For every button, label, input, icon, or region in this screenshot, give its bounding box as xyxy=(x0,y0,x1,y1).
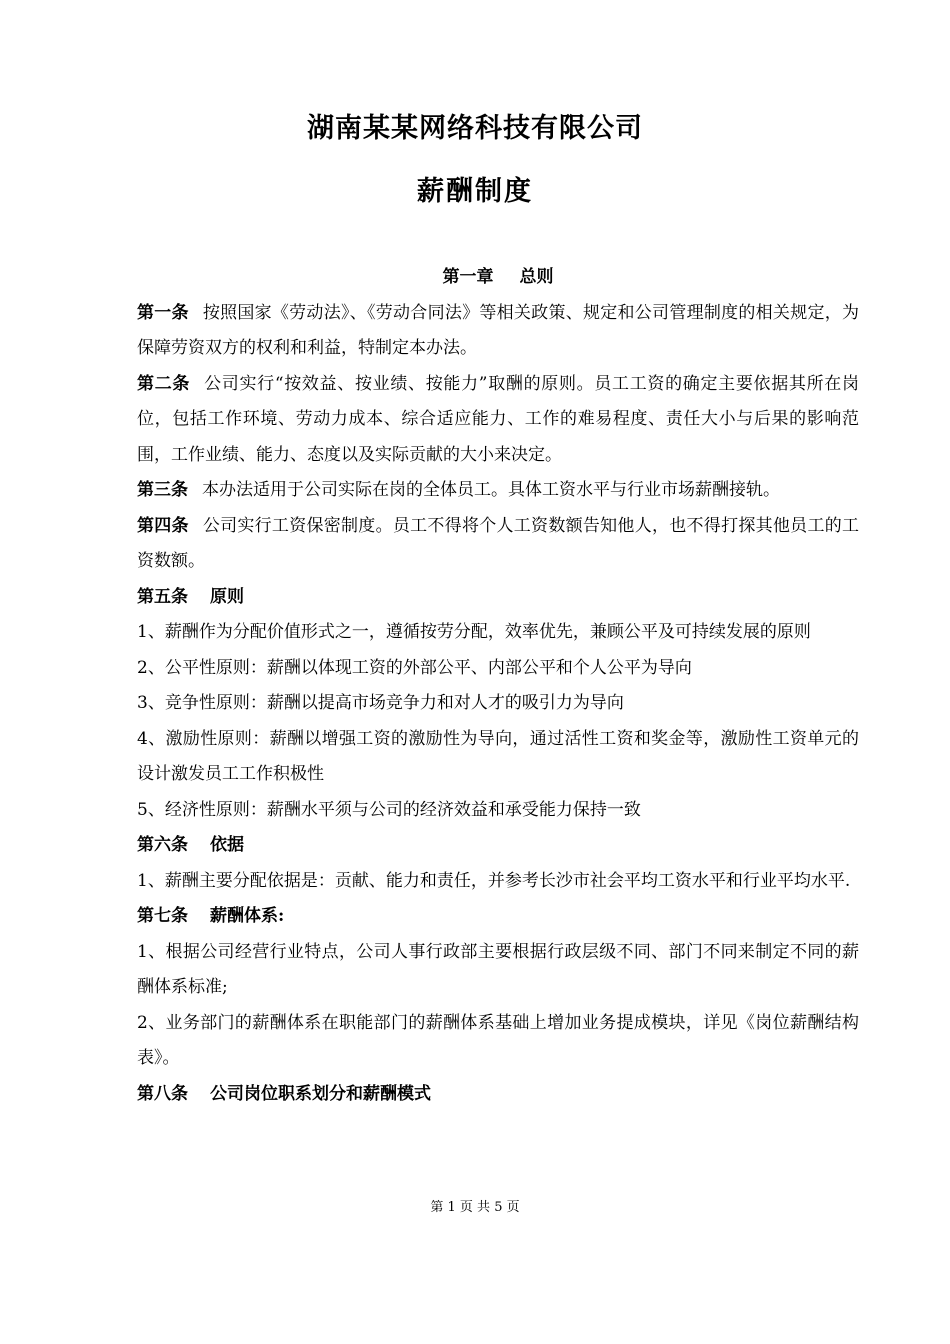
chapter-heading xyxy=(137,260,859,296)
article-1 xyxy=(137,296,859,367)
list-item: 2、业务部门的薪酬体系在职能部门的薪酬体系基础上增加业务提成模块，详见《岗位薪酬结构表》。 xyxy=(137,1012,859,1068)
article-7-heading xyxy=(137,899,859,935)
company-title: 湖南某某网络科技有限公司 xyxy=(307,113,643,144)
article-title: 薪酬体系: xyxy=(210,906,285,926)
article-label: 第三条 xyxy=(137,480,188,500)
article-title: 公司岗位职系划分和薪酬模式 xyxy=(210,1083,431,1104)
article-title: 原则 xyxy=(210,586,244,607)
document-body xyxy=(137,260,859,1112)
article-5-heading xyxy=(137,580,859,616)
article-text: 本办法适用于公司实际在岗的全体员工。具体工资水平与行业市场薪酬接轨。 xyxy=(202,480,780,500)
article-label: 第四条 xyxy=(137,515,189,536)
list-item: 3、竞争性原则：薪酬以提高市场竞争力和对人才的吸引力为导向 xyxy=(137,693,624,713)
article-text: 按照国家《劳动法》、《劳动合同法》等相关政策、规定和公司管理制度的相关规定，为保障劳资双方的权利和利益，特制定本办法。 xyxy=(137,302,860,358)
article-label: 第八条 xyxy=(137,1083,188,1104)
article-6-heading xyxy=(137,828,859,864)
list-item: 1、薪酬主要分配依据是：贡献、能力和责任，并参考长沙市社会平均工资水平和行业平均水平. xyxy=(137,870,851,891)
article-label: 第一条 xyxy=(137,302,189,323)
list-item: 1、根据公司经营行业特点，公司人事行政部主要根据行政层级不同、部门不同来制定不同的薪酬体系标准; xyxy=(137,941,859,997)
article-2 xyxy=(137,367,859,474)
article-title: 依据 xyxy=(210,835,244,855)
list-item: 5、经济性原则：薪酬水平须与公司的经济效益和承受能力保持一致 xyxy=(137,799,641,820)
article-text: 公司实行“按效益、按业绩、按能力”取酬的原则。员工工资的确定主要依据其所在岗位，包括工作环境、劳动力成本、综合适应能力、工作的难易程度、责任大小与后果的影响范围，工作业绩、能力、态度以及实际贡献的大小来决定。 xyxy=(137,373,859,465)
page-number-footer: 第 1 页 共 5 页 xyxy=(430,1200,520,1215)
list-item: 4、激励性原则：薪酬以增强工资的激励性为导向，通过活性工资和奖金等，激励性工资单元的设计激发员工工作积极性 xyxy=(137,728,859,784)
article-3 xyxy=(137,473,859,509)
article-label: 第二条 xyxy=(137,373,191,394)
article-8-heading xyxy=(137,1077,859,1113)
article-4 xyxy=(137,509,859,580)
article-label: 第七条 xyxy=(137,906,188,926)
article-label: 第五条 xyxy=(137,586,188,607)
article-text: 公司实行工资保密制度。员工不得将个人工资数额告知他人，也不得打探其他员工的工资数额。 xyxy=(137,515,860,571)
list-item: 2、公平性原则：薪酬以体现工资的外部公平、内部公平和个人公平为导向 xyxy=(137,657,692,678)
chapter-title: 总则 xyxy=(519,267,554,287)
chapter-number: 第一章 xyxy=(442,267,494,287)
article-label: 第六条 xyxy=(137,835,188,855)
document-title: 薪酬制度 xyxy=(417,176,533,207)
list-item: 1、薪酬作为分配价值形式之一，遵循按劳分配，效率优先，兼顾公平及可持续发展的原则 xyxy=(137,622,811,642)
